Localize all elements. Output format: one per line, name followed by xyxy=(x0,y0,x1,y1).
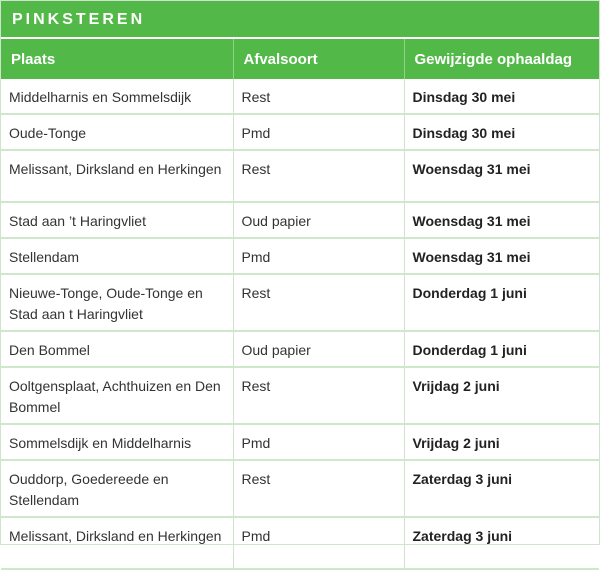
cell-ophaaldag: Dinsdag 30 mei xyxy=(404,79,599,114)
cell-ophaaldag: Zaterdag 3 juni xyxy=(404,460,599,517)
cell-ophaaldag: Vrijdag 2 juni xyxy=(404,424,599,460)
cell-afvalsoort: Rest xyxy=(233,150,404,202)
schedule-table xyxy=(1,39,599,570)
table-row xyxy=(1,202,599,238)
table-row xyxy=(1,424,599,460)
cell-afvalsoort: Oud papier xyxy=(233,331,404,367)
cell-afvalsoort: Pmd xyxy=(233,517,404,569)
cell-afvalsoort: Rest xyxy=(233,460,404,517)
cell-ophaaldag: Woensdag 31 mei xyxy=(404,238,599,274)
header-plaats: Plaats xyxy=(1,39,233,79)
cell-plaats: Sommelsdijk en Middelharnis xyxy=(1,424,233,460)
cell-ophaaldag: Zaterdag 3 juni xyxy=(404,517,599,569)
table-row xyxy=(1,460,599,517)
cell-ophaaldag: Vrijdag 2 juni xyxy=(404,367,599,424)
table-row xyxy=(1,331,599,367)
cell-plaats: Ouddorp, Goedereede en Stellendam xyxy=(1,460,233,517)
table-header-row xyxy=(1,39,599,79)
cell-ophaaldag: Woensdag 31 mei xyxy=(404,150,599,202)
table-row xyxy=(1,238,599,274)
cell-ophaaldag: Dinsdag 30 mei xyxy=(404,114,599,150)
header-afvalsoort: Afvalsoort xyxy=(233,39,404,79)
table-row xyxy=(1,150,599,202)
cell-plaats: Oude-Tonge xyxy=(1,114,233,150)
table-row xyxy=(1,517,599,569)
cell-plaats: Den Bommel xyxy=(1,331,233,367)
cell-afvalsoort: Pmd xyxy=(233,424,404,460)
cell-ophaaldag: Donderdag 1 juni xyxy=(404,274,599,331)
cell-plaats: Nieuwe-Tonge, Oude-Tonge en Stad aan t Haringvliet xyxy=(1,274,233,331)
table-row xyxy=(1,114,599,150)
cell-afvalsoort: Oud papier xyxy=(233,202,404,238)
cell-afvalsoort: Rest xyxy=(233,79,404,114)
table-row xyxy=(1,367,599,424)
cell-plaats: Melissant, Dirksland en Herkingen xyxy=(1,150,233,202)
table-row xyxy=(1,79,599,114)
cell-afvalsoort: Rest xyxy=(233,274,404,331)
cell-plaats: Stad aan ’t Haringvliet xyxy=(1,202,233,238)
header-ophaaldag: Gewijzigde ophaaldag xyxy=(404,39,599,79)
table-row xyxy=(1,274,599,331)
cell-plaats: Stellendam xyxy=(1,238,233,274)
cell-ophaaldag: Woensdag 31 mei xyxy=(404,202,599,238)
cell-afvalsoort: Rest xyxy=(233,367,404,424)
cell-afvalsoort: Pmd xyxy=(233,238,404,274)
cell-plaats: Ooltgensplaat, Achthuizen en Den Bommel xyxy=(1,367,233,424)
section-title: PINKSTEREN xyxy=(1,1,599,39)
cell-plaats: Middelharnis en Sommelsdijk xyxy=(1,79,233,114)
cell-afvalsoort: Pmd xyxy=(233,114,404,150)
cell-ophaaldag: Donderdag 1 juni xyxy=(404,331,599,367)
cell-plaats: Melissant, Dirksland en Herkingen xyxy=(1,517,233,569)
